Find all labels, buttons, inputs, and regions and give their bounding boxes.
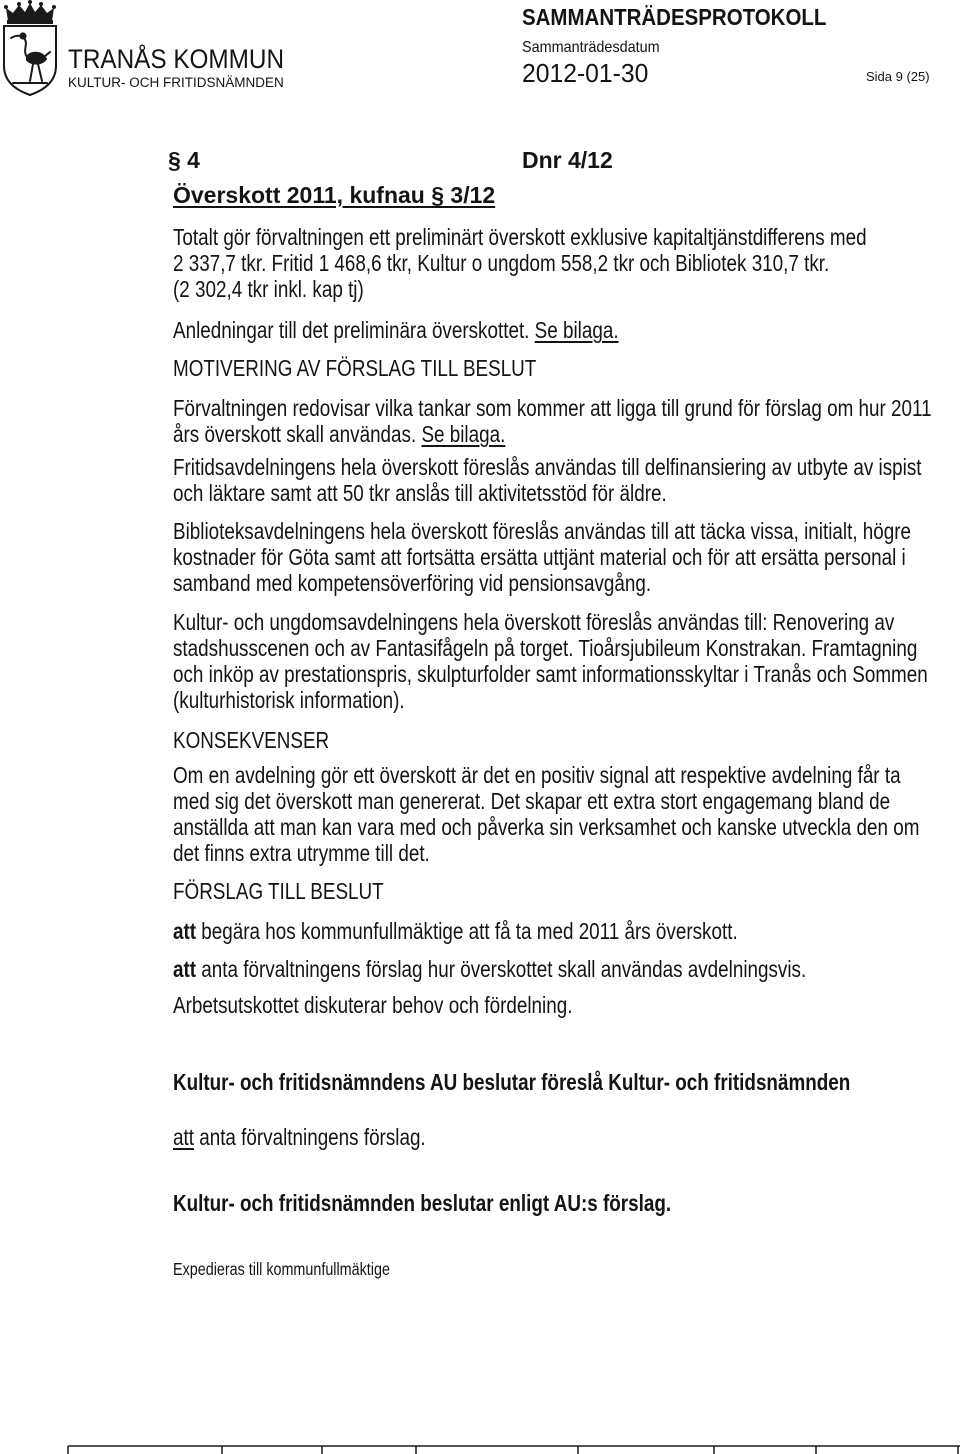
paragraph-line: samband med kompetensöverföring vid pensionsavgång.	[173, 570, 652, 596]
proposal-text: anta förvaltningens förslag.	[199, 1124, 426, 1150]
proposal-text: begära hos kommunfullmäktige att få ta med 2011 års överskott.	[201, 918, 738, 944]
diary-number: Dnr 4/12	[522, 147, 613, 173]
document-type: SAMMANTRÄDESPROTOKOLL	[522, 4, 827, 30]
attachment-reference: Se bilaga.	[534, 317, 619, 343]
paragraph-line: (kulturhistorisk information).	[173, 687, 405, 713]
discussion-paragraph	[173, 992, 911, 1018]
au-decision-heading	[173, 1069, 911, 1095]
meeting-date: 2012-01-30	[522, 58, 649, 88]
reasons-text: Anledningar till det preliminära överskottet.	[173, 317, 530, 343]
meeting-date-label: Sammanträdesdatum	[522, 39, 660, 56]
heading-text: MOTIVERING AV FÖRSLAG TILL BESLUT	[173, 355, 537, 381]
decision-text: Kultur- och fritidsnämnden beslutar enligt AU:s förslag.	[173, 1190, 672, 1216]
proposal-text: anta förvaltningens förslag hur överskottet skall användas avdelningsvis.	[201, 956, 807, 982]
paragraph-line	[173, 317, 911, 343]
tranas-crest-logo	[0, 0, 60, 96]
bibliotek-paragraph	[173, 518, 911, 596]
paragraph-line: (2 302,4 tkr inkl. kap tj)	[173, 276, 364, 302]
fritid-paragraph	[173, 454, 922, 506]
intro-paragraph	[173, 224, 911, 302]
att-keyword: att	[173, 918, 197, 944]
proposal-item	[173, 918, 911, 944]
paragraph-line: Fritidsavdelningens hela överskott föreslås användas till delfinansiering av utbyte av ispist	[173, 454, 922, 480]
paragraph-line: och läktare samt att 50 tkr anslås till aktivitetsstöd för äldre.	[173, 480, 667, 506]
paragraph-line: Arbetsutskottet diskuterar behov och fördelning.	[173, 992, 573, 1018]
proposal-line	[173, 956, 911, 982]
paragraph-line: 2 337,7 tkr. Fritid 1 468,6 tkr, Kultur o ungdom 558,2 tkr och Bibliotek 310,7 tkr.	[173, 250, 830, 276]
motivation-paragraph	[173, 395, 932, 447]
heading-text: Kultur- och fritidsnämndens AU beslutar föreslå Kultur- och fritidsnämnden	[173, 1069, 851, 1095]
proposal-item	[173, 956, 911, 982]
paragraph-line: anställda att man kan vara med och påverka sin verksamhet och kanske utveckla den om	[173, 814, 920, 840]
paragraph-line: Totalt gör förvaltningen ett preliminärt överskott exklusive kapitaltjänstdifferens med	[173, 224, 867, 250]
motivation-text: års överskott skall användas.	[173, 421, 417, 447]
au-decision-item	[173, 1124, 911, 1150]
crest-crown	[4, 0, 56, 24]
paragraph-line: det finns extra utrymme till det.	[173, 840, 430, 866]
paragraph-line	[173, 421, 911, 447]
paragraph-line: Om en avdelning gör ett överskott är det en positiv signal att respektive avdelning får ta	[173, 762, 901, 788]
paragraph-line: med sig det överskott man genererat. Det skapar ett extra stort engagemang bland de	[173, 788, 891, 814]
proposal-heading	[173, 878, 911, 904]
section-title: Överskott 2011, kufnau § 3/12	[173, 182, 496, 208]
paragraph-line: Förvaltningen redovisar vilka tankar som kommer att ligga till grund för förslag om hur 2011	[173, 395, 932, 421]
paragraph-number: § 4	[168, 147, 200, 173]
paragraph-line: Biblioteksavdelningens hela överskott föreslås användas till att täcka vissa, initialt, högre	[173, 518, 912, 544]
page-number: Sida 9 (25)	[866, 69, 930, 84]
paragraph-line: och inköp av prestationspris, skulpturfolder samt informationsskyltar i Tranås och Sommen	[173, 661, 928, 687]
consequences-paragraph	[173, 762, 920, 866]
att-keyword: att	[173, 1124, 194, 1150]
paragraph-line: Kultur- och ungdomsavdelningens hela överskott föreslås användas till: Renovering av	[173, 609, 895, 635]
reasons-paragraph	[173, 317, 911, 343]
attachment-reference: Se bilaga.	[421, 421, 506, 447]
organization-name: TRANÅS KOMMUN	[68, 44, 285, 74]
distribution-text: Expedieras till kommunfullmäktige	[173, 1259, 390, 1279]
consequences-heading	[173, 727, 911, 753]
signature-table-border	[0, 1440, 960, 1454]
paragraph-line: stadshusscenen och av Fantasifågeln på torget. Tioårsjubileum Konstrakan. Framtagning	[173, 635, 918, 661]
board-decision	[173, 1190, 911, 1216]
department-name: KULTUR- OCH FRITIDSNÄMNDEN	[68, 75, 284, 90]
paragraph-line: kostnader för Göta samt att fortsätta ersätta uttjänt material och för att ersätta personal i	[173, 544, 906, 570]
proposal-line	[173, 1124, 911, 1150]
distribution-note	[173, 1259, 911, 1279]
kultur-paragraph	[173, 609, 928, 713]
heading-text: FÖRSLAG TILL BESLUT	[173, 878, 384, 904]
heading-text: KONSEKVENSER	[173, 727, 330, 753]
proposal-line	[173, 918, 911, 944]
att-keyword: att	[173, 956, 197, 982]
motivation-heading	[173, 355, 911, 381]
